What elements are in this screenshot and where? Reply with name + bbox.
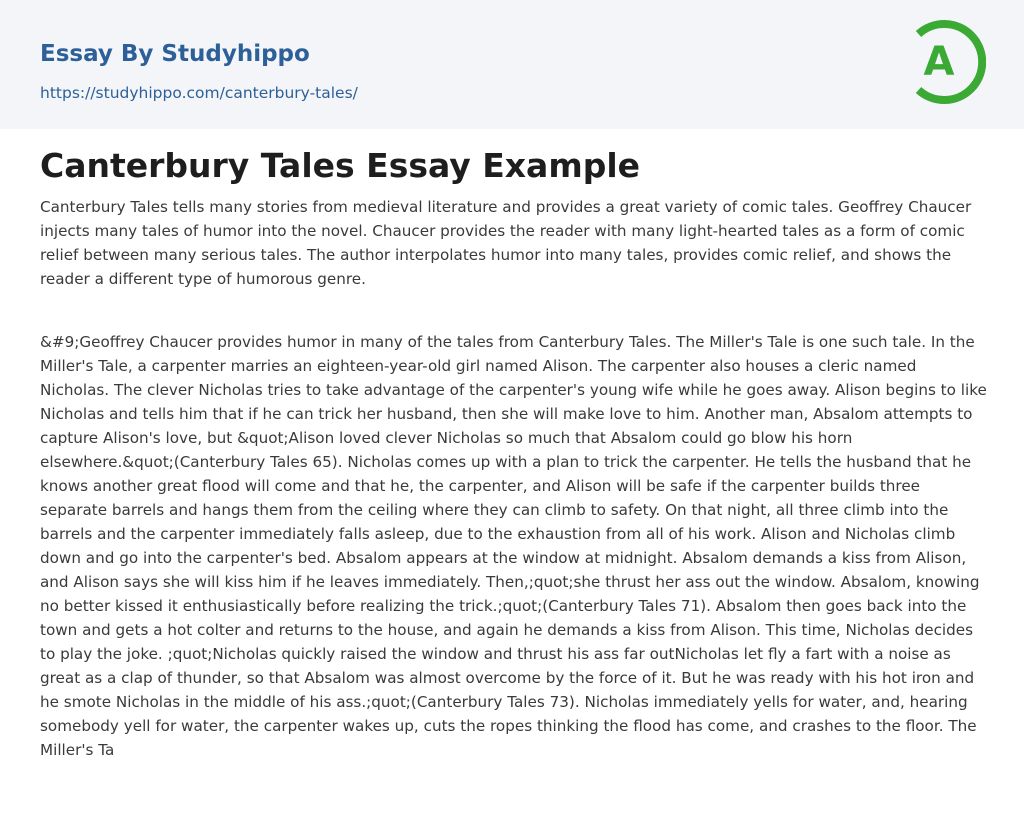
logo-letter: A — [923, 39, 955, 85]
page-title: Canterbury Tales Essay Example — [40, 146, 641, 185]
site-brand-title[interactable]: Essay By Studyhippo — [40, 41, 310, 67]
studyhippo-logo-icon[interactable] — [912, 19, 986, 105]
essay-paragraph-intro: Canterbury Tales tells many stories from medieval literature and provides a great variety of comic tales. Geoffrey Chaucer injects many tales of humor into the novel. Chaucer provides the reader with many light-hearted tales as a form of comic relief between many serious tales. The author interpolates humor into many tales, provides comic relief, and shows the reader a different type of humorous genre. — [40, 198, 972, 288]
site-header — [0, 0, 1024, 129]
essay-paragraph-body: &#9;Geoffrey Chaucer provides humor in many of the tales from Canterbury Tales. The Miller's Tale is one such tale. In the Miller's Tale, a carpenter marries an eighteen-year-old girl named Alison. The carpenter also houses a cleric named Nicholas. The clever Nicholas tries to take advantage of the carpenter's young wife while he goes away. Alison begins to like Nicholas and tells him that if he can trick her husband, then she will make love to him. Another man, Absalom attempts to capture Alison's love, but &quot;Alison loved clever Nicholas so much that Absalom could go blow his horn elsewhere.&quot;(Canterbury Tales 65). Nicholas comes up with a plan to trick the carpenter. He tells the husband that he knows another great flood will come and that he, the carpenter, and Alison will be safe if the carpenter builds three separate barrels and hangs them from the ceiling where they can climb to safety. On that night, all three climb into the barrels and the carpenter immediately falls asleep, due to the exhaustion from all of his work. Alison and Nicholas climb down and go into the carpenter's bed. Absalom appears at the window at midnight. Absalom demands a kiss from Alison, and Alison says she will kiss him if he leaves immediately. Then,;quot;she thrust her ass out the window. Absalom, knowing no better kissed it enthusiastically before realizing the trick.;quot;(Canterbury Tales 71). Absalom then goes back into the town and gets a hot colter and returns to the house, and again he demands a kiss from Alison. This time, Nicholas decides to play the joke. ;quot;Nicholas quickly raised the window and thrust his ass far outNicholas let fly a fart with a noise as great as a clap of thunder, so that Absalom was almost overcome by the force of it. But he was ready with his hot iron and he smote Nicholas in the middle of his ass.;quot;(Canterbury Tales 73). Nicholas immediately yells for water, and, hearing somebody yell for water, the carpenter wakes up, cuts the ropes thinking the flood has come, and crashes to the floor. The Miller's Ta — [40, 333, 987, 759]
essay-url-link[interactable]: https://studyhippo.com/canterbury-tales/ — [40, 84, 358, 102]
